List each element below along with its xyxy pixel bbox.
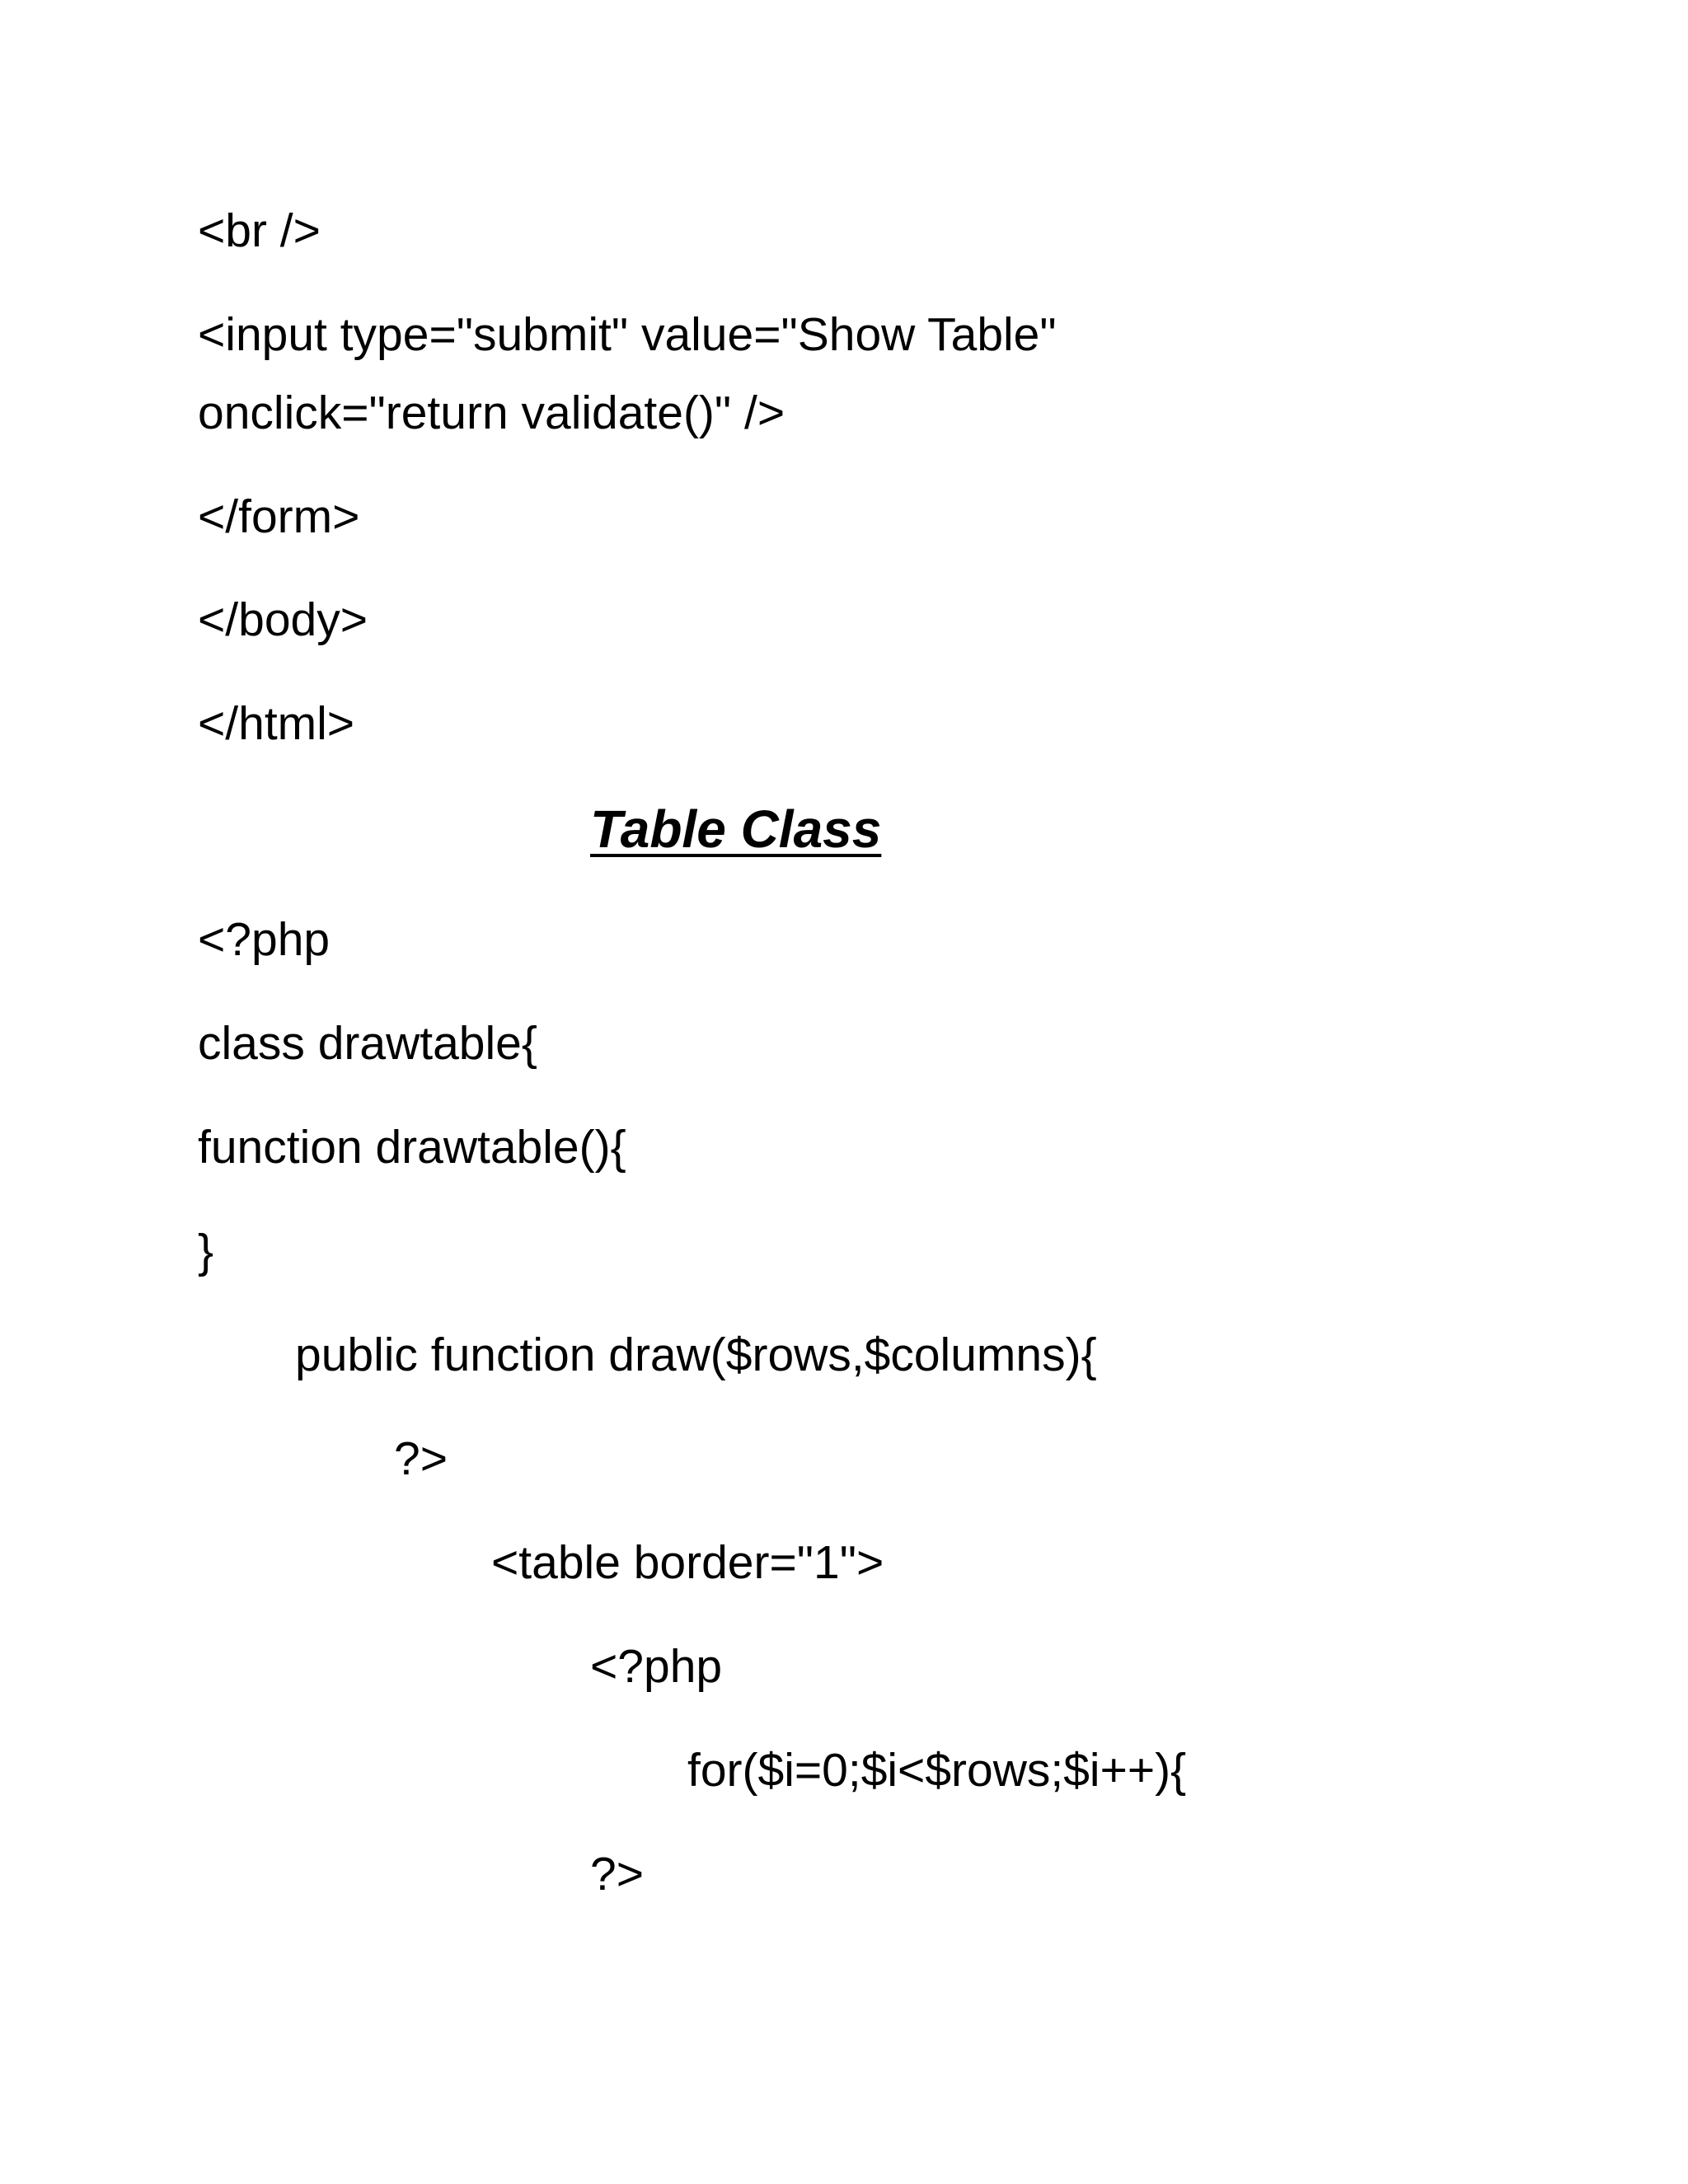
code-line-constructor: function drawtable(){ [198,1121,626,1174]
code-line-br: <br /> [198,204,321,257]
code-line-form-close: </form> [198,490,360,543]
code-line-class: class drawtable{ [198,1017,537,1070]
code-line-onclick: onclick="return validate()" /> [198,387,785,439]
code-line-php-close: ?> [394,1432,448,1485]
code-line-table-open: <table border="1"> [491,1536,884,1589]
code-line-php-open-inner: <?php [590,1640,723,1693]
code-line-for-loop: for($i=0;$i<$rows;$i++){ [687,1744,1187,1797]
code-line-body-close: </body> [198,593,368,646]
code-line-input: <input type="submit" value="Show Table" [198,308,1057,361]
code-line-draw-function: public function draw($rows,$columns){ [295,1329,1097,1381]
section-heading: Table Class [590,799,882,859]
code-line-php-close-inner: ?> [590,1848,644,1900]
code-line-php-open: <?php [198,913,331,966]
code-line-html-close: </html> [198,697,355,750]
code-line-closing-brace: } [198,1225,214,1277]
